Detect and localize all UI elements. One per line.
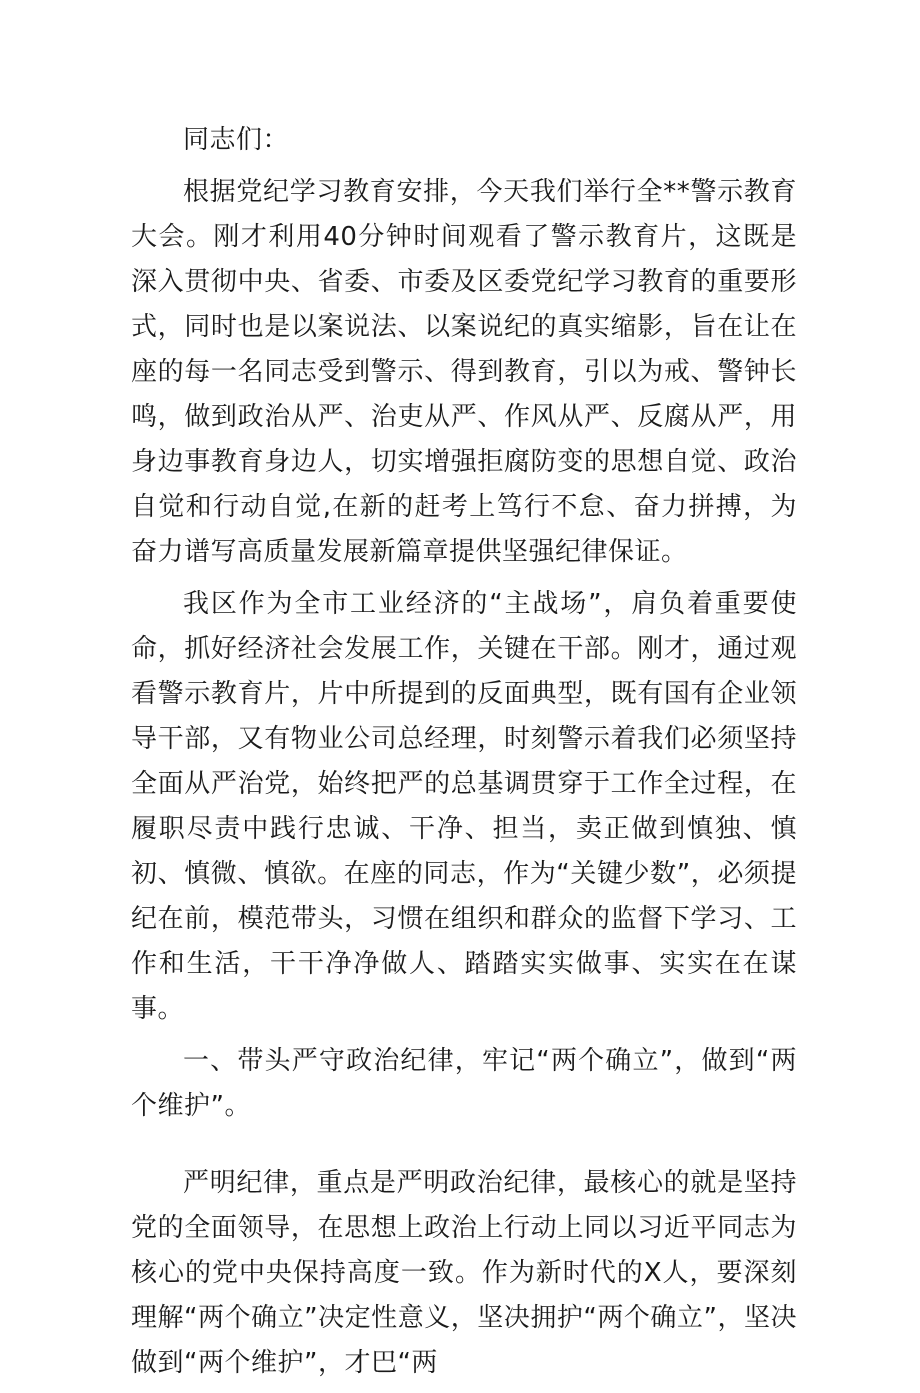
paragraph-3: 严明纪律，重点是严明政治纪律，最核心的就是坚持党的全面领导，在思想上政治上行动上同以习近平同志为核心的党中央保持高度一致。作为新时代的X人，要深刻理解“两个确立”决定性意义，坚决拥护“两个确立”，坚决做到“两个维护”，才巴“两 <box>131 1168 797 1378</box>
paragraph-2: 我区作为全市工业经济的“主战场”，肩负着重要使命，抓好经济社会发展工作，关键在干部。刚才，通过观看警示教育片，片中所提到的反面典型，既有国有企业领导干部，又有物业公司总经理，时刻警示着我们必须坚持全面从严治党，始终把严的总基调贯穿于工作全过程，在履职尽责中践行忠诚、干净、担当，卖正做到慎独、慎初、慎微、慎欲。在座的同志，作为“关键少数”，必须提纪在前，模范带头，习惯在组织和群众的监督下学习、工作和生活，干干净净做人、踏踏实实做事、实实在在谋事。 <box>131 589 797 1024</box>
document-body <box>131 118 797 1393</box>
section-heading-1: 一、带头严守政治纪律，牢记“两个确立”，做到“两个维护”。 <box>131 1046 797 1121</box>
paragraph-1: 根据党纪学习教育安排，今天我们举行全**警示教育大会。刚才利用40分钟时间观看了警示教育片，这既是深入贯彻中央、省委、市委及区委党纪学习教育的重要形式，同时也是以案说法、以案说纪的真实缩影，旨在让在座的每一名同志受到警示、得到教育，引以为戒、警钟长鸣，做到政治从严、治吏从严、作风从严、反腐从严，用身边事教育身边人，切实增强拒腐防变的思想自觉、政治自觉和行动自觉,在新的赶考上笃行不怠、奋力拼搏，为奋力谱写高质量发展新篇章提供坚强纪律保证。 <box>131 177 797 567</box>
salutation: 同志们： <box>183 125 290 155</box>
